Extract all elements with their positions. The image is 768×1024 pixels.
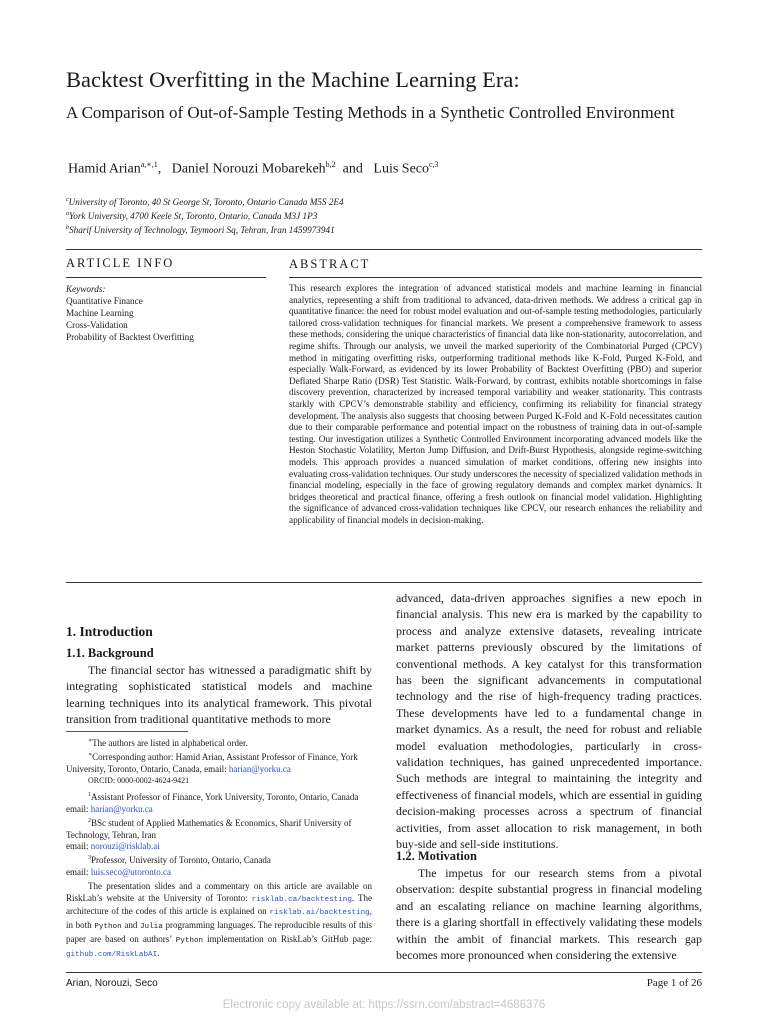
background-paragraph: The financial sector has witnessed a paradigmatic shift by integrating sophisticated statistical models and machine learning techniques into its analytical framework. This pivotal transition from traditional quantitative methods to more: [66, 663, 372, 727]
footnote: $^3$Professor, University of Toronto, Ontario, Canada: [88, 855, 271, 866]
abstract-text: This research explores the integration of advanced statistical models and machine learning in financial analytics, representing a shift from traditional to advanced, data-driven methods. We address a critical gap in quantitative finance: the need for robust model evaluation and out-of-sample testing methodologies, particularly tailored cross-validation techniques for financial markets. We present a comprehensive framework to assess these methods, considering the unique characteristics of financial data like non-stationarity, autocorrelation, and regime shifts. Through our analysis, we unveil the marked superiority of the Combinatorial Purged (CPCV) method in mitigating overfitting risks, outperforming traditional methods like K-Fold, Purged K-Fold, and especially Walk-Forward, as evidenced by its lower Probability of Backtest Overfitting (PBO) and superior Deflated Sharpe Ratio (DSR) Test Statistic. Walk-Forward, by contrast, exhibits notable shortcomings in false discovery prevention, characterized by increased temporal variability and weaker stationarity. This contrasts starkly with CPCV’s demonstrable stability and efficiency, confirming its reliability for financial strategy development. The analysis also suggests that choosing between Purged K-Fold and K-Fold necessitates caution due to their comparable performance and potential impact on the robustness of training data in out-of-sample testing. Our investigation utilizes a Synthetic Controlled Environment incorporating advanced models like the Heston Stochastic Volatility, Merton Jump Diffusion, and Drift-Burst Hypothesis, alongside regime-switching models. This approach provides a nuanced simulation of market conditions, offering new insights into evaluating cross-validation techniques. Our study underscores the necessity of specialized validation methods in financial modeling, especially in the face of growing regulatory demands and complex market dynamics. It bridges theoretical and practical finance, offering a fresh outlook on financial model validation. Highlighting the significance of advanced cross-validation techniques like CPCV, our research enhances the reliability and applicability of financial models in decision-making.: [289, 283, 702, 525]
email-link[interactable]: harian@yorku.ca: [90, 803, 153, 814]
url-link[interactable]: risklab.ai/backtesting: [269, 909, 370, 918]
section-heading-introduction: 1. Introduction: [66, 624, 153, 639]
abstract-bottom-rule: [66, 582, 702, 583]
keyword: Probability of Backtest Overfitting: [66, 332, 194, 342]
url-link[interactable]: risklab.ca/backtesting: [251, 895, 352, 904]
subsection-heading-background: 1.1. Background: [66, 646, 154, 660]
author-name: Luis Seco: [373, 161, 429, 177]
affiliation: $^a$York University, 4700 Keele St, Toronto, Ontario, Canada M3J 1P3: [66, 211, 318, 222]
article-info-heading: ARTICLE INFO: [66, 256, 175, 270]
author-sup: a,∗,1: [140, 160, 158, 169]
page-number: Page 1 of 26: [646, 977, 702, 989]
footnote-rule: [66, 731, 188, 732]
orcid: ORCID: 0000-0002-4624-9421: [88, 776, 190, 786]
affiliation: $^b$Sharif University of Technology, Teymoori Sq, Tehran, Iran 1459973941: [66, 225, 335, 236]
author-name: Hamid Arian: [68, 161, 141, 177]
email-link[interactable]: norouzi@risklab.ai: [90, 841, 160, 852]
email-link[interactable]: luis.seco@utoronto.ca: [90, 866, 172, 877]
keywords-block: [66, 283, 266, 343]
footnote: $^1$Assistant Professor of Finance, York University, Toronto, Ontario, Canada: [88, 792, 359, 803]
footnote-email: email: harian@yorku.ca: [66, 803, 153, 814]
author-sup: c,3: [429, 160, 439, 169]
affiliation: $^c$University of Toronto, 40 St George St, Toronto, Ontario Canada M5S 2E4: [66, 197, 344, 208]
footer-authors: Arian, Norouzi, Seco: [66, 978, 158, 989]
ssrn-stamp: Electronic copy available at: https://ssrn.com/abstract=4686376: [222, 999, 546, 1011]
footnote: ∗The authors are listed in alphabetical order.: [88, 738, 248, 748]
author-list: Hamid Arian$^{a,∗,1}$, Daniel Norouzi Mobarekeh$^{b,2}$ and Luis Seco$^{c,3}$: [68, 160, 439, 177]
keywords-label: Keywords:: [66, 284, 106, 294]
article-info-rule: [66, 277, 266, 278]
author-name: Daniel Norouzi Mobarekeh: [171, 161, 326, 177]
subsection-heading-motivation: 1.2. Motivation: [396, 849, 477, 863]
footnote-email: email: luis.seco@utoronto.ca: [66, 866, 172, 877]
footnote: ∗Corresponding author: Hamid Arian, Assistant Professor of Finance, York University, Toronto, Ontario, Canada, email: harian@yorku.ca: [66, 751, 358, 774]
right-column-paragraph: advanced, data-driven approaches signifies a new epoch in financial analysis. This new era is marked by the capability to process and analyze extensive datasets, revealing intricate market patterns previously obscured by the limitations of conventional methods. A key catalyst for this transformation has been the significant advancements in computational technology and the rise of high-frequency trading practices. These developments have led to a fundamental change in market dynamics. As a result, the need for robust and reliable model evaluation methodologies, particularly in cross-validation techniques, has gained unprecedented importance. Such methods are integral to maintaining the integrity and effectiveness of financial models, which are essential in guiding decision-making processes across a spectrum of financial activities, from asset allocation to risk management, in both buy-side and sell-side institutions.: [396, 591, 702, 852]
url-link[interactable]: github.com/RiskLabAI: [66, 950, 158, 959]
header-rule: [66, 249, 702, 250]
abstract-heading: ABSTRACT: [289, 257, 371, 271]
author-sup: b,2: [325, 160, 336, 169]
motivation-paragraph: The impetus for our research stems from a pivotal observation: despite substantial progress in financial modeling and an escalating reliance on machine learning algorithms, there is a glaring shortfall in effectively validating these models within the ambit of financial markets. This research gap becomes more pronounced when considering the extensive: [396, 866, 702, 963]
footer-rule: [66, 972, 702, 973]
keyword: Cross-Validation: [66, 320, 128, 330]
footnotes: [66, 736, 372, 962]
keyword: Machine Learning: [66, 308, 134, 318]
footnote: $^2$BSc student of Applied Mathematics & Economics, Sharif University of Technology, Tehran, Iran: [66, 817, 352, 840]
footnote-email: email: norouzi@risklab.ai: [66, 841, 160, 852]
abstract-rule: [289, 277, 702, 278]
paper-subtitle: A Comparison of Out-of-Sample Testing Methods in a Synthetic Controlled Environment: [66, 103, 675, 122]
paper-title: Backtest Overfitting in the Machine Learning Era:: [66, 67, 520, 92]
keyword: Quantitative Finance: [66, 296, 143, 306]
email-link[interactable]: harian@yorku.ca: [228, 763, 291, 774]
footnote-presentation: The presentation slides and a commentary on this article are available on RiskLab’s website at the University of Toronto: risklab.ca/backtesting. The architecture of the codes of this article is explained on risklab.ai/backtesting, in both Python and Julia programming languages. The reproducible results of this paper are based on authors’ Python implementation on RiskLab’s GitHub page: github.com/RiskLabAI.: [66, 880, 372, 959]
